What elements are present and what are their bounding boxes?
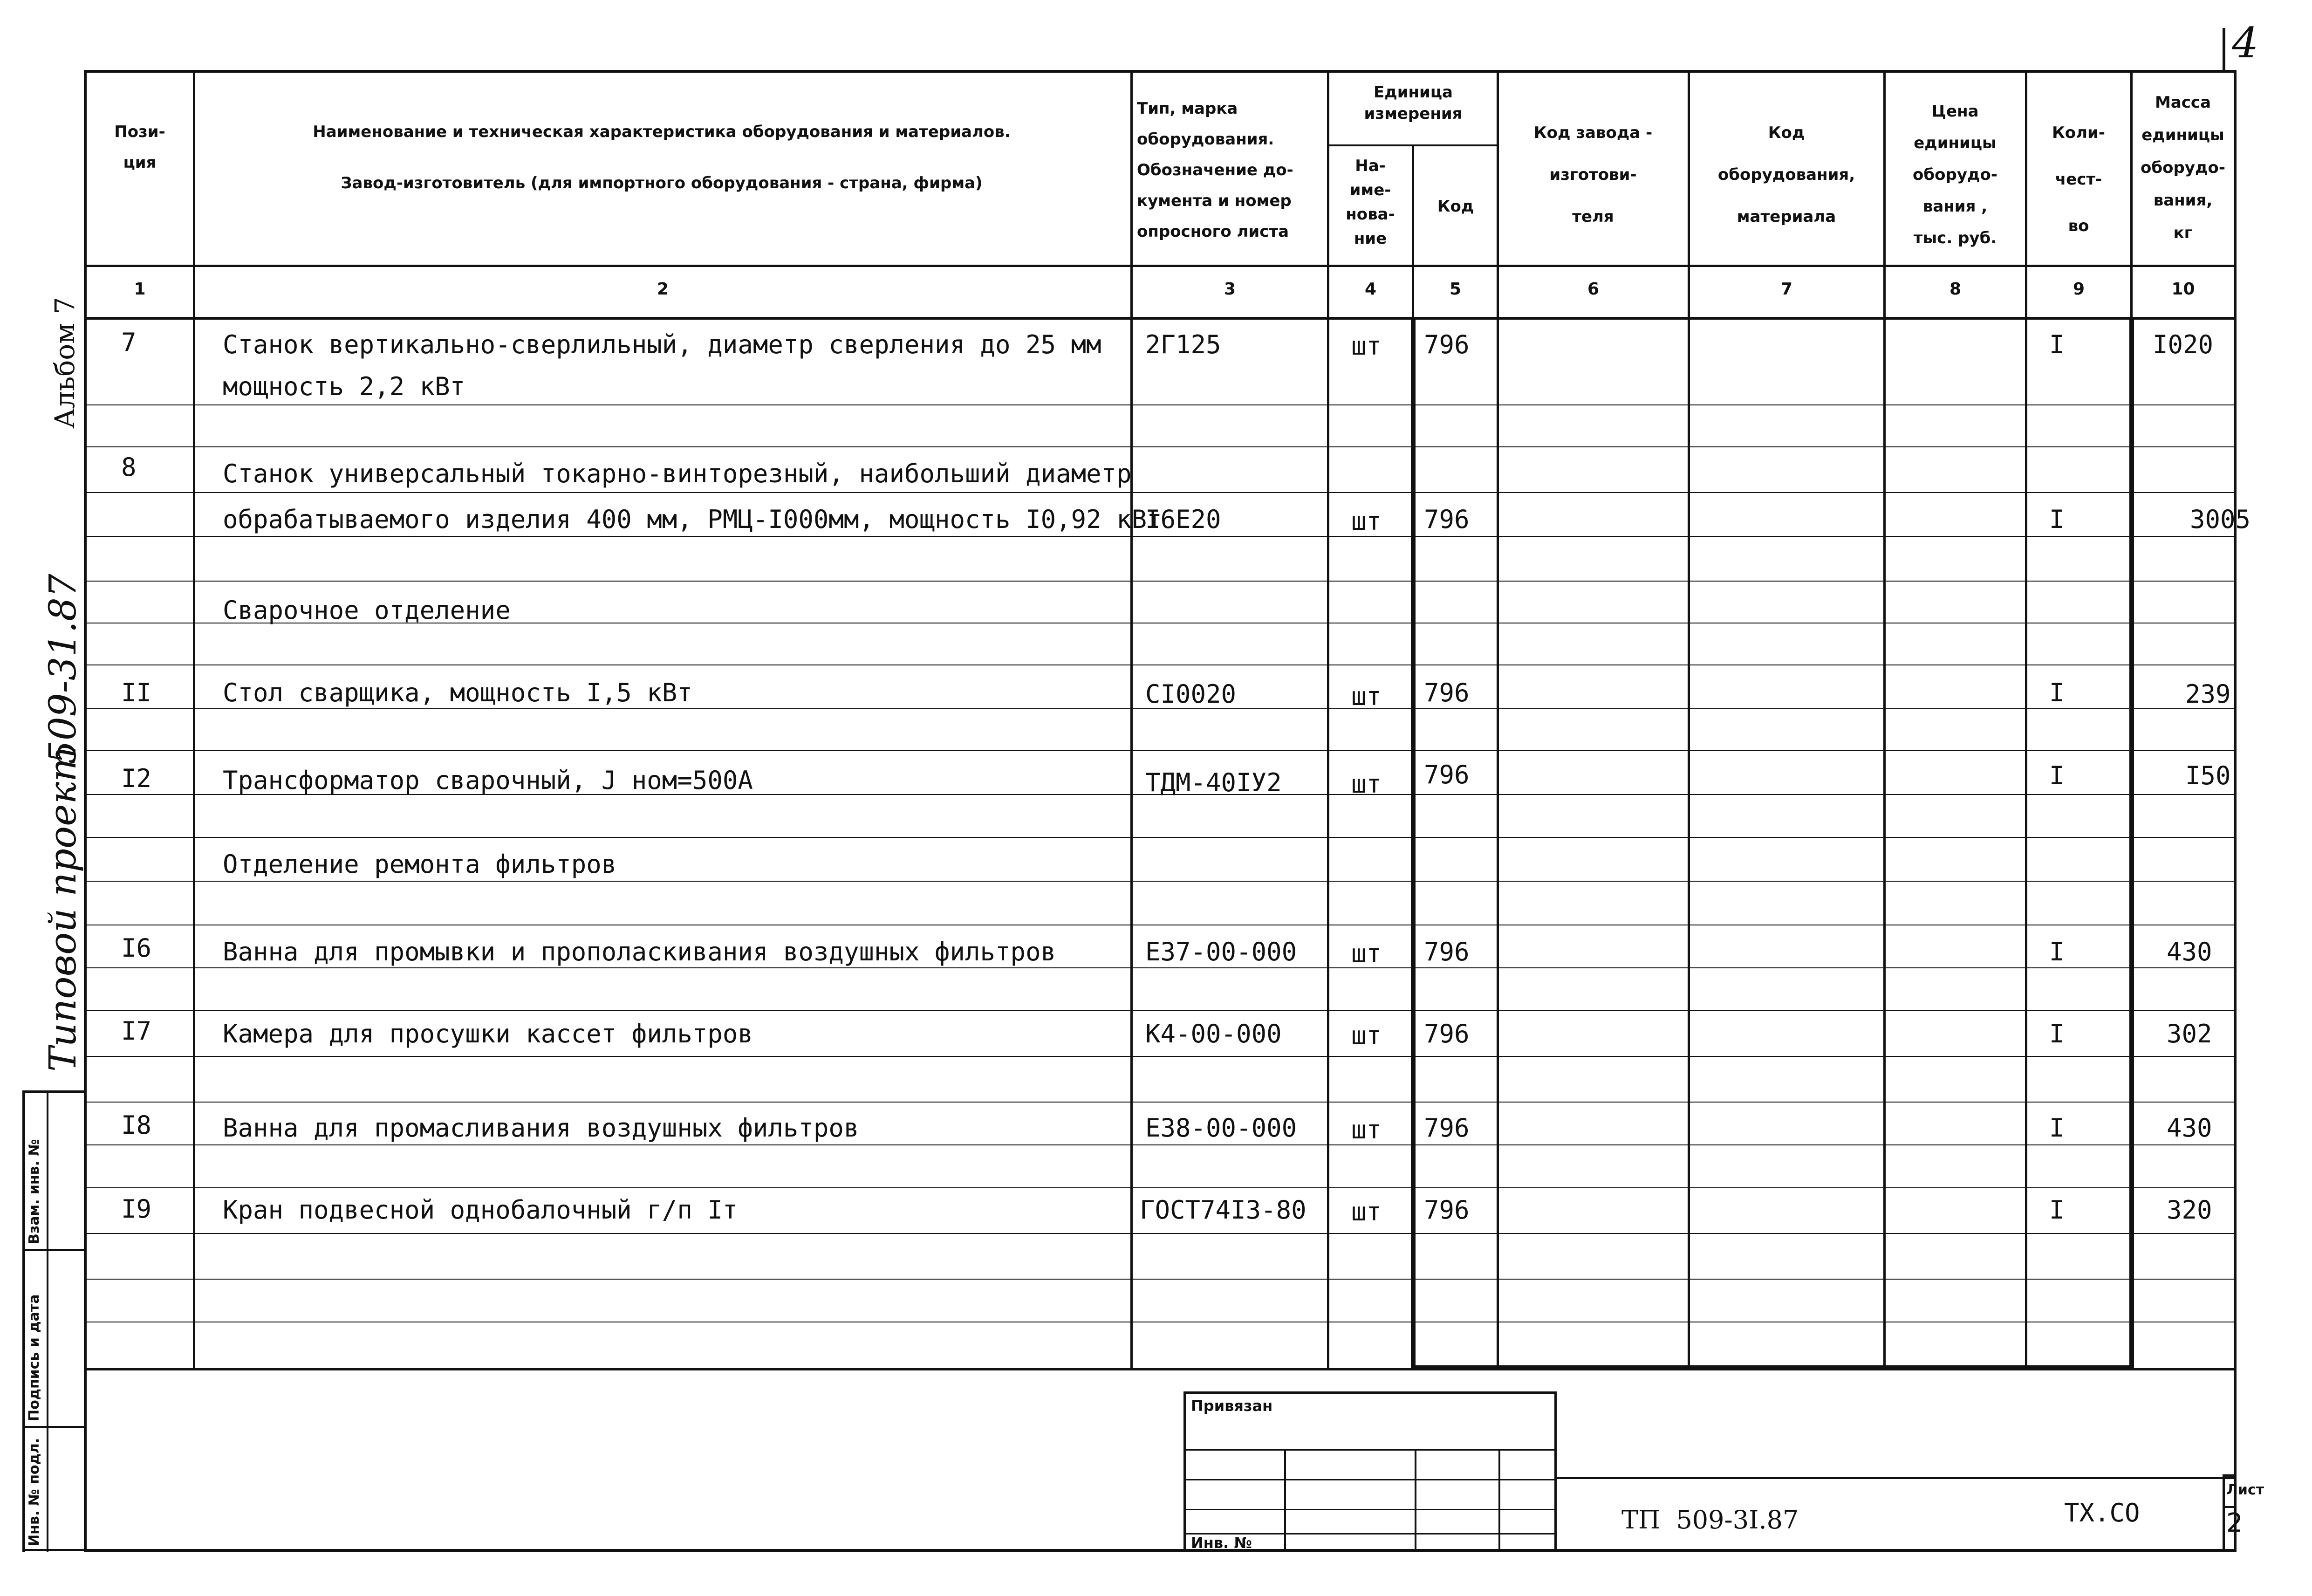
cell-type: Е37-00-000 — [1145, 937, 1297, 966]
cell-name: Камера для просушки кассет фильтров — [223, 1019, 753, 1048]
header-name-line1: Наименование и техническая характеристика оборудования и материалов. — [313, 123, 1011, 141]
cell-position: I6 — [121, 933, 152, 963]
col-number: 3 — [1224, 280, 1236, 299]
cell-position: I7 — [121, 1016, 152, 1046]
cell-mass: 430 — [2167, 937, 2212, 966]
side-project-label: Типовой проект — [41, 746, 84, 1072]
cell-name: Станок универсальный токарно-винторезный, наибольший диаметр — [223, 459, 1132, 488]
header-name-line2: Завод-изготовитель (для импортного оборудования - страна, фирма) — [341, 174, 983, 192]
cell-name: обрабатываемого изделия 400 мм, РМЦ-I000мм, мощность I0,92 кВт — [223, 505, 1162, 534]
cell-code: 796 — [1424, 937, 1470, 966]
side-album-label: Альбом 7 — [49, 297, 81, 429]
header-manufacturer-code: Код завода - изготови- теля — [1533, 123, 1653, 226]
header-mass: Масса единицы оборудо- вания, кг — [2141, 93, 2225, 242]
col-number: 1 — [134, 280, 146, 299]
cell-name: Стол сварщика, мощность I,5 кВт — [223, 678, 692, 707]
cell-code: 796 — [1424, 760, 1470, 789]
cell-mass: 320 — [2167, 1195, 2212, 1225]
cell-unit: шт — [1351, 682, 1382, 711]
cell-position: 8 — [121, 452, 137, 482]
cell-qty: I — [2049, 505, 2065, 534]
cell-qty: I — [2049, 937, 2065, 966]
header-equipment-code: Код оборудования, материала — [1717, 123, 1855, 226]
cell-unit: шт — [1351, 507, 1382, 536]
header-price: Цена единицы оборудо- вания , тыс. руб. — [1913, 102, 1997, 247]
cell-unit: шт — [1351, 1021, 1382, 1050]
cell-unit: шт — [1351, 769, 1382, 799]
header-unit-name: На- име- нова- ние — [1346, 157, 1395, 248]
cell-position: I9 — [121, 1194, 152, 1224]
cell-qty: I — [2049, 330, 2065, 359]
sheet-label: Лист — [2226, 1482, 2264, 1498]
cell-mass: I020 — [2153, 330, 2214, 359]
cell-unit: шт — [1351, 939, 1382, 968]
cell-mass: 302 — [2167, 1019, 2212, 1048]
stamp-label-signature: Подпись и дата — [26, 1294, 42, 1421]
cell-position: I8 — [121, 1110, 152, 1140]
cell-qty: I — [2049, 761, 2065, 790]
cell-type: 2Г125 — [1145, 330, 1221, 359]
cell-code: 796 — [1424, 678, 1470, 707]
col-number: 7 — [1780, 280, 1793, 299]
corner-sheet-mark: 4 — [2232, 19, 2259, 68]
col-number: 5 — [1449, 280, 1462, 299]
header-unit-group: Единица измерения — [1364, 83, 1463, 123]
cell-code: 796 — [1424, 1195, 1470, 1225]
cell-name: мощность 2,2 кВт — [223, 372, 465, 401]
cell-qty: I — [2049, 678, 2065, 707]
cell-code: 796 — [1424, 505, 1470, 534]
cell-qty: I — [2049, 1195, 2065, 1225]
cell-position: 7 — [121, 328, 137, 357]
col-number: 8 — [1949, 280, 1962, 299]
cell-unit: шт — [1351, 331, 1382, 361]
cell-type: ГОСТ74I3-80 — [1140, 1195, 1306, 1225]
cell-name: Станок вертикально-сверлильный, диаметр сверления до 25 мм — [223, 330, 1101, 359]
col-number: 4 — [1364, 280, 1377, 299]
cell-type: I6E20 — [1145, 505, 1221, 534]
stamp-inv: Инв. № — [1191, 1534, 1252, 1552]
side-project-number: 509-31.87 — [41, 574, 84, 764]
header-unit-code: Код — [1437, 197, 1474, 216]
cell-qty: I — [2049, 1113, 2065, 1143]
cell-type: К4-00-000 — [1145, 1019, 1282, 1048]
cell-type: Е38-00-000 — [1145, 1113, 1297, 1143]
cell-type: ТДМ-40IУ2 — [1145, 768, 1282, 797]
header-position: Пози- ция — [114, 123, 165, 172]
col-number: 10 — [2171, 280, 2195, 299]
stamp-label-replace-inv: Взам. инв. № — [26, 1139, 42, 1244]
cell-mass: 3005 — [2190, 505, 2251, 534]
cell-code: 796 — [1424, 1019, 1470, 1048]
cell-code: 796 — [1424, 1113, 1470, 1143]
cell-unit: шт — [1351, 1197, 1382, 1226]
cell-mass: I50 — [2185, 761, 2231, 790]
col-number: 6 — [1587, 280, 1600, 299]
col-number: 2 — [657, 280, 669, 299]
stamp-attached: Привязан — [1191, 1397, 1273, 1415]
header-type: Тип, марка оборудования. Обозначение до- кумента и номер опросного листа — [1137, 99, 1293, 241]
cell-mass: 239 — [2185, 679, 2231, 709]
sheet-number: 2 — [2226, 1508, 2243, 1538]
cell-name: Ванна для промасливания воздушных фильтров — [223, 1113, 859, 1143]
stamp-label-orig-inv: Инв. № подл. — [26, 1438, 42, 1546]
cell-mass: 430 — [2167, 1113, 2212, 1143]
cell-position: II — [121, 678, 152, 707]
cell-name: Трансформатор сварочный, J ном=500А — [223, 766, 753, 795]
cell-section-title: Отделение ремонта фильтров — [223, 849, 617, 879]
cell-position: I2 — [121, 764, 152, 793]
cell-unit: шт — [1351, 1115, 1382, 1144]
cell-name: Ванна для промывки и прополаскивания воздушных фильтров — [223, 937, 1056, 966]
cell-qty: I — [2049, 1019, 2065, 1048]
doc-mark: ТХ.СО — [2064, 1498, 2140, 1528]
header-quantity: Коли- чест- во — [2052, 123, 2105, 235]
col-number: 9 — [2073, 280, 2085, 299]
cell-section-title: Сварочное отделение — [223, 596, 511, 625]
cell-type: СI0020 — [1145, 679, 1237, 709]
doc-code: ТП 509-3I.87 — [1621, 1505, 1799, 1534]
cell-name: Кран подвесной однобалочный г/п Iт — [223, 1195, 738, 1225]
cell-code: 796 — [1424, 330, 1470, 359]
